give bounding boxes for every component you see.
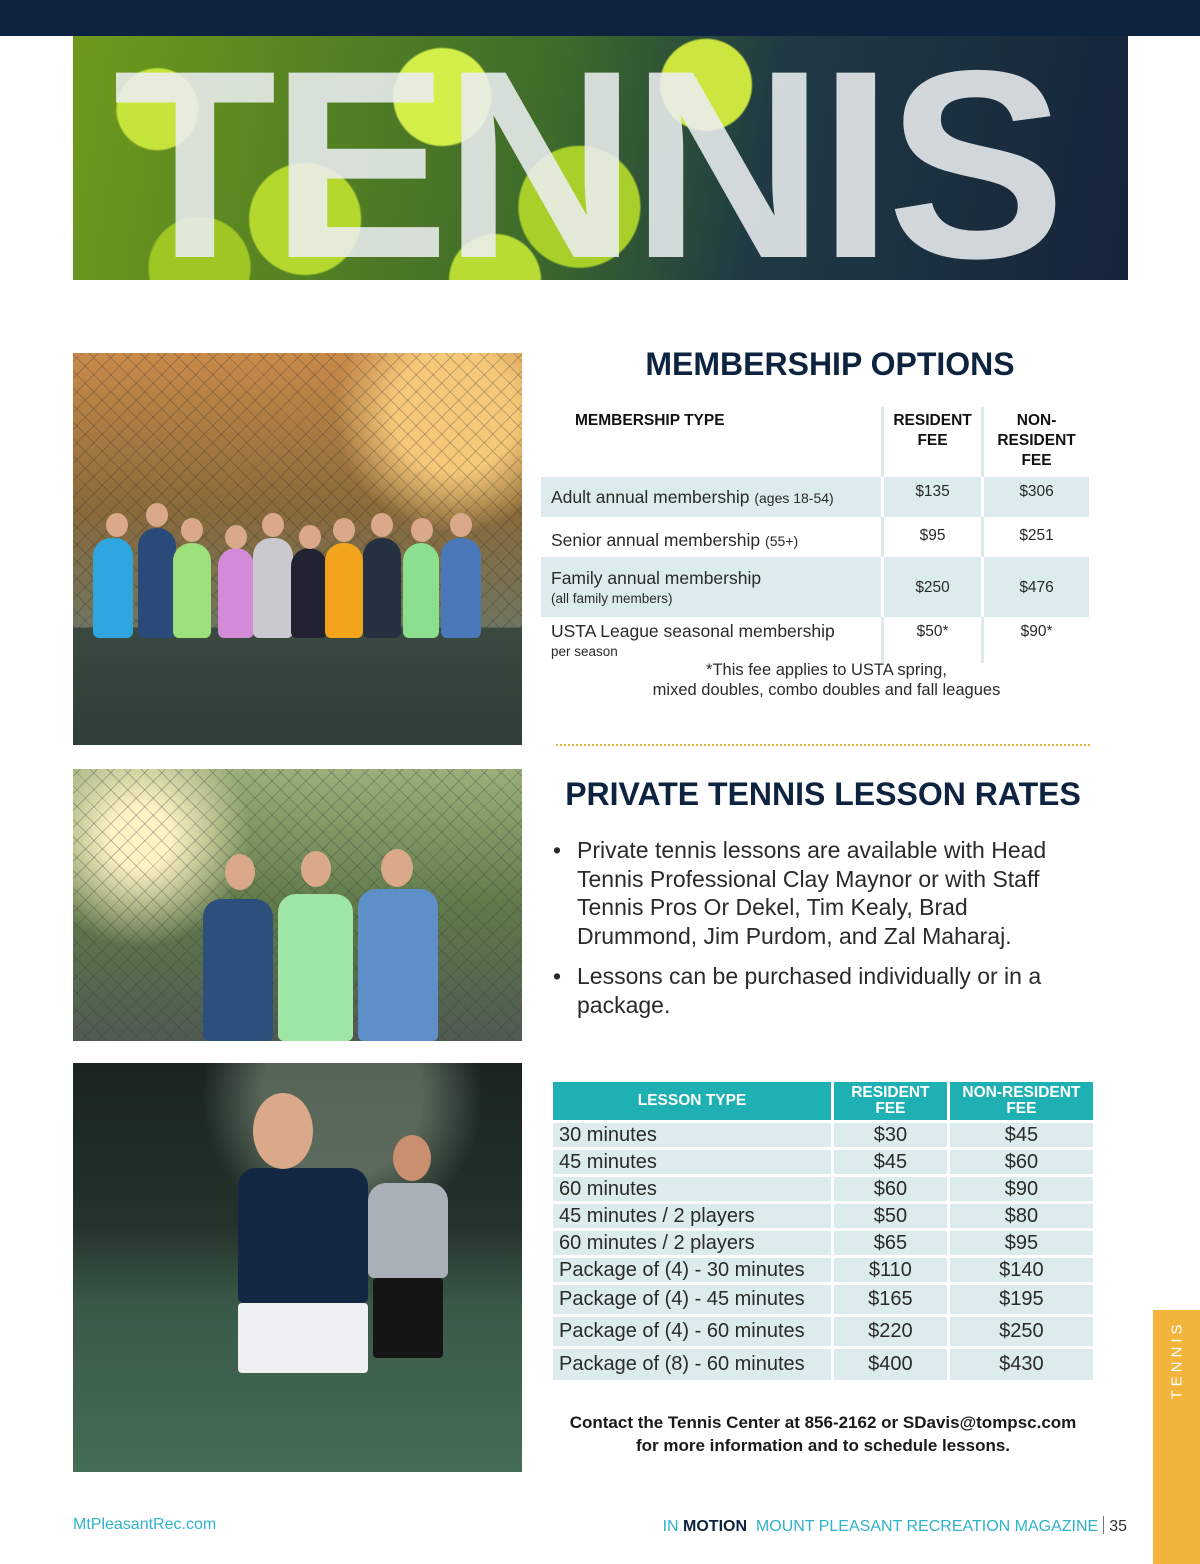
table-row <box>553 1176 1093 1203</box>
table-row <box>553 1316 1093 1348</box>
nonresident-fee: $250 <box>948 1316 1093 1348</box>
lesson-type: Package of (8) - 60 minutes <box>553 1348 833 1380</box>
website-link[interactable]: MtPleasantRec.com <box>73 1516 217 1533</box>
nonresident-fee: $140 <box>948 1257 1093 1284</box>
top-bar <box>0 0 1200 36</box>
hero-title: TENNIS <box>113 36 1060 280</box>
membership-note: (ages 18-54) <box>754 489 834 506</box>
lesson-type: Package of (4) - 60 minutes <box>553 1316 833 1348</box>
table-row <box>553 1348 1093 1380</box>
footer-in: IN <box>662 1518 679 1535</box>
resident-fee: $30 <box>833 1122 949 1149</box>
membership-type: Adult annual membership (ages 18-54) <box>541 477 883 517</box>
membership-resident-header: RESIDENT FEE <box>883 407 983 477</box>
footer-magazine: MOUNT PLEASANT RECREATION MAGAZINE <box>755 1518 1099 1535</box>
list-item: • Private tennis lessons are available with Head Tennis Professional Clay Maynor or with Staff Tennis Pros Or Dekel, Tim Kealy, Brad Drummond, Jim Purdom, and Zal Maharaj. <box>553 837 1047 949</box>
membership-type: Family annual membership (all family members) <box>541 557 883 617</box>
lesson-type: 45 minutes <box>553 1149 833 1176</box>
nonresident-fee: $306 <box>983 477 1089 517</box>
table-row <box>541 477 1089 517</box>
membership-title: MEMBERSHIP OPTIONS <box>645 346 1015 382</box>
resident-fee: $45 <box>833 1149 949 1176</box>
resident-fee: $50 <box>833 1203 949 1230</box>
nonresident-fee: $195 <box>948 1284 1093 1316</box>
table-row <box>553 1203 1093 1230</box>
table-row <box>553 1284 1093 1316</box>
section-tab-label: TENNIS <box>1168 1320 1185 1400</box>
footer-motion: MOTION <box>683 1518 748 1535</box>
table-row <box>553 1230 1093 1257</box>
resident-fee: $400 <box>833 1348 949 1380</box>
lesson-type: 45 minutes / 2 players <box>553 1203 833 1230</box>
nonresident-fee: $45 <box>948 1122 1093 1149</box>
lesson-type: Package of (4) - 45 minutes <box>553 1284 833 1316</box>
lesson-type-header: LESSON TYPE <box>553 1082 833 1122</box>
resident-fee: $220 <box>833 1316 949 1348</box>
resident-fee: $50* <box>883 617 983 663</box>
nonresident-fee: $60 <box>948 1149 1093 1176</box>
lesson-rates-table <box>553 1082 1093 1380</box>
membership-nonresident-header: NON-RESIDENT FEE <box>983 407 1089 477</box>
group-photo <box>73 353 522 745</box>
list-item: • Lessons can be purchased individually or in a package. <box>553 963 1042 1018</box>
table-row <box>553 1149 1093 1176</box>
hero-banner <box>73 36 1128 280</box>
resident-fee: $135 <box>883 477 983 517</box>
membership-type: USTA League seasonal membership per season <box>541 617 883 663</box>
usta-footnote: *This fee applies to USTA spring, mixed doubles, combo doubles and fall leagues <box>652 661 1001 699</box>
lesson-type: 30 minutes <box>553 1122 833 1149</box>
resident-fee: $110 <box>833 1257 949 1284</box>
table-row <box>541 517 1089 557</box>
resident-fee: $65 <box>833 1230 949 1257</box>
membership-note: (55+) <box>765 532 799 549</box>
membership-table <box>541 407 1089 663</box>
membership-type-header: MEMBERSHIP TYPE <box>575 412 725 429</box>
membership-type: Senior annual membership (55+) <box>551 529 799 550</box>
resident-fee: $95 <box>883 517 983 557</box>
contact-info: Contact the Tennis Center at 856-2162 or SDavis@tompsc.com for more information and to schedule lessons. <box>569 1413 1077 1455</box>
adult-players-photo <box>73 1063 522 1472</box>
lesson-type: 60 minutes <box>553 1176 833 1203</box>
lesson-resident-header: RESIDENT FEE <box>833 1082 949 1122</box>
membership-subnote: per season <box>551 644 618 659</box>
nonresident-fee: $476 <box>983 557 1089 617</box>
lesson-type: Package of (4) - 30 minutes <box>553 1257 833 1284</box>
lesson-nonresident-header: NON-RESIDENT FEE <box>948 1082 1093 1122</box>
membership-subnote: (all family members) <box>551 591 673 606</box>
nonresident-fee: $95 <box>948 1230 1093 1257</box>
three-players-photo <box>73 769 522 1041</box>
lesson-type: 60 minutes / 2 players <box>553 1230 833 1257</box>
table-row <box>541 557 1089 617</box>
resident-fee: $60 <box>833 1176 949 1203</box>
resident-fee: $165 <box>833 1284 949 1316</box>
lessons-title: PRIVATE TENNIS LESSON RATES <box>565 776 1081 812</box>
nonresident-fee: $80 <box>948 1203 1093 1230</box>
table-row <box>553 1257 1093 1284</box>
nonresident-fee: $251 <box>983 517 1089 557</box>
table-row <box>541 617 1089 663</box>
nonresident-fee: $90 <box>948 1176 1093 1203</box>
membership-header-row <box>541 407 1089 477</box>
resident-fee: $250 <box>883 557 983 617</box>
lesson-header-row <box>553 1082 1093 1122</box>
table-row <box>553 1122 1093 1149</box>
dotted-divider <box>556 744 1090 746</box>
nonresident-fee: $90* <box>983 617 1089 663</box>
lessons-bullets <box>553 836 1093 1031</box>
page-number: 35 <box>1109 1518 1127 1535</box>
nonresident-fee: $430 <box>948 1348 1093 1380</box>
magazine-footer <box>663 1516 1127 1536</box>
footer-separator <box>1103 1516 1104 1534</box>
